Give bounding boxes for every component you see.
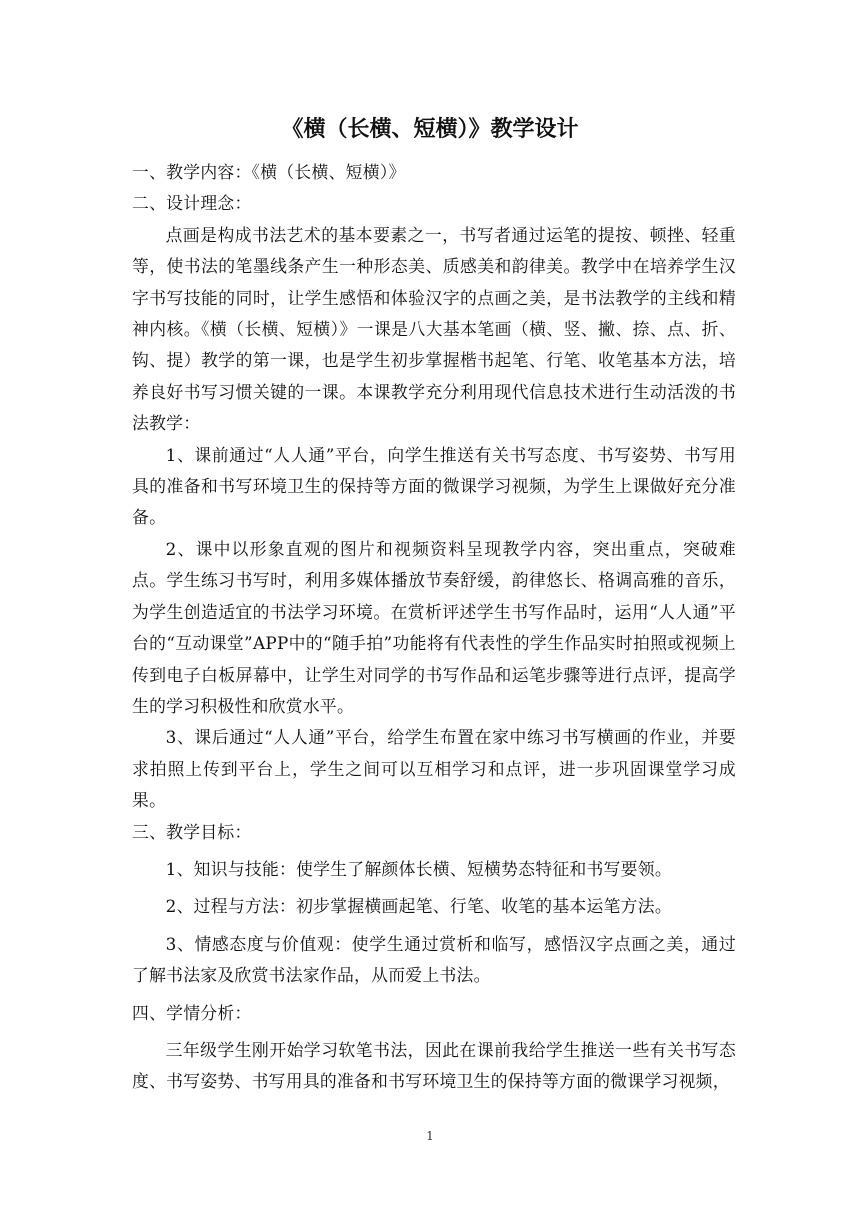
section-heading-analysis: 四、学情分析：: [132, 1002, 252, 1023]
paragraph-concept-item-3: 3、课后通过“人人通”平台，给学生布置在家中练习书写横画的作业，并要求拍照上传到平台上，学生之间可以互相学习和点评，进一步巩固课堂学习成果。: [132, 727, 736, 811]
paragraph-concept: 点画是构成书法艺术的基本要素之一，书写者通过运笔的提按、顿挫、轻重等，使书法的笔墨线条产生一种形态美、质感美和韵律美。教学中在培养学生汉字书写技能的同时，让学生感悟和体验汉字的点画之美，是书法教学的主线和精神内核。《横（长横、短横）》一课是八大基本笔画（横、竖、撇、捺、点、折、钩、提）教学的第一课，也是学生初步掌握楷书起笔、行笔、收笔基本方法，培养良好书写习惯关键的一课。本课教学充分利用现代信息技术进行生动活泼的书法教学：: [132, 224, 736, 434]
goal-item-1: 1、知识与技能：使学生了解颜体长横、短横势态特征和书写要领。: [165, 858, 672, 879]
section-heading-goals: 三、教学目标：: [132, 821, 252, 842]
paragraph-concept-item-1: 1、课前通过“人人通”平台，向学生推送有关书写态度、书写姿势、书写用具的准备和书写环境卫生的保持等方面的微课学习视频，为学生上课做好充分准备。: [132, 444, 736, 528]
document-title: 《横（长横、短横）》教学设计: [281, 116, 579, 142]
page-number: 1: [426, 1129, 434, 1143]
paragraph-analysis: 三年级学生刚开始学习软笔书法，因此在课前我给学生推送一些有关书写态度、书写姿势、书写用具的准备和书写环境卫生的保持等方面的微课学习视频，: [132, 1039, 736, 1092]
paragraph-concept-item-2: 2、课中以形象直观的图片和视频资料呈现教学内容，突出重点，突破难点。学生练习书写时，利用多媒体播放节奏舒缓，韵律悠长、格调高雅的音乐，为学生创造适宜的书法学习环境。在赏析评述学生书写作品时，运用“人人通”平台的“互动课堂”APP中的“随手拍”功能将有代表性的学生作品实时拍照或视频上传到电子白板屏幕中，让学生对同学的书写作品和运笔步骤等进行点评，提高学生的学习积极性和欣赏水平。: [132, 538, 736, 716]
document-body: [132, 157, 736, 1098]
goal-item-2: 2、过程与方法：初步掌握横画起笔、行笔、收笔的基本运笔方法。: [165, 896, 672, 917]
goal-item-3: 3、情感态度与价值观：使学生通过赏析和临写，感悟汉字点画之美，通过了解书法家及欣赏书法家作品，从而爱上书法。: [132, 933, 736, 986]
section-heading-concept: 二、设计理念：: [132, 193, 252, 214]
section-heading-content: 一、教学内容：《横（长横、短横）》: [132, 162, 406, 182]
